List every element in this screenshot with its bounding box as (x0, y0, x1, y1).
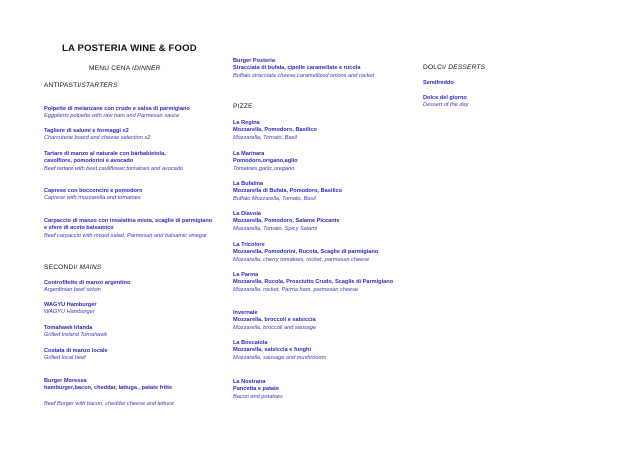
dolci-header-en: DESSERTS (448, 64, 486, 71)
item-name: Carpaccio di manzo con insalatina mista, scaglie di parmigiano e sfere di aceto balsamico (44, 218, 213, 232)
item-name: Tomahawk Irlanda (44, 325, 93, 331)
item-name: La Boscaiola Mozzarella, salsiccia e funghi (233, 340, 312, 354)
menu-item-antipasto (44, 128, 214, 143)
item-name: Invernale Mozzarella, broccoli e salsiccia (233, 310, 316, 324)
item-desc: Dessert of the day (423, 102, 469, 109)
item-desc: Beef tartare with beet,cauliflower,tomatoes and avocado (44, 165, 183, 172)
menu-item-pizza (233, 379, 413, 401)
item-desc: Eggplants polpette with raw ham and Parmesan sauce (44, 113, 180, 120)
item-name: La Diavola Mozzarella, Pomodoro, Salame Piccante (233, 211, 340, 225)
menu-item-antipasto (44, 106, 214, 121)
item-desc: Mozzarella, Tomato, Basil (233, 134, 297, 141)
menu-item-antipasto (44, 218, 216, 240)
item-desc: Mozzarella, broccoli and sausage (233, 324, 317, 331)
item-desc: Beef Burger with bacon, cheddar cheese and lettuce (44, 400, 174, 407)
item-name: Caprese con bocconcini e pomodoro (44, 188, 143, 194)
item-desc: Beef carpaccio with mixed salad, Parmesan and balsamic vinegar (44, 232, 207, 239)
item-name: Semifreddo (423, 80, 454, 86)
menu-item-secondo (44, 378, 219, 408)
item-name: La Parma Mozzarella, Rucola, Prosciutto Crudo, Scaglie di Parmigiano (233, 272, 394, 286)
menu-item-pizza (233, 211, 413, 233)
item-name: Burger Moressa hamburger,bacon, cheddar, lattuga , patate fritte (44, 378, 173, 392)
menu-item-antipasto (44, 188, 214, 203)
menu-item-secondo (44, 280, 214, 295)
menu-item-pizza (233, 310, 413, 332)
item-name: La Nostrana Pancetta e patate (233, 379, 280, 393)
secondi-header-en: MAINS (79, 264, 102, 271)
item-desc: Mozzarella, Tomato, Spicy Salami (233, 225, 318, 232)
item-desc: Mozzarella, rocket, Parma ham, parmesan cheese (233, 286, 358, 293)
item-desc: Grilled local beef (44, 355, 86, 362)
item-name: WAGYU Hamburger (44, 302, 97, 308)
item-name: La Marinara Pomodoro,origano,aglio (233, 151, 298, 165)
item-desc: Tomatoes,garlic,oregano (233, 165, 295, 172)
item-desc: Mozzarella, sausage and mushrooms (233, 354, 326, 361)
menu-item-secondo (44, 348, 214, 363)
antipasti-header-en: STARTERS (81, 82, 118, 89)
secondi-header (44, 264, 101, 271)
antipasti-header-it: ANTIPASTI/ (44, 82, 82, 89)
item-desc: Grilled Ireland Tomahawk (44, 332, 108, 339)
item-name: Tartare di manzo al naturale con barbabietola, cavolfiore, pomodorini e avocado (44, 151, 166, 165)
item-desc: Mozzarella, cherry tomatoes, rocket, parmesan cheese (233, 256, 370, 263)
menu-item-secondo (44, 325, 214, 340)
dolci-header-it: DOLCI/ (423, 64, 449, 71)
antipasti-header (44, 82, 118, 89)
pizze-header: PIZZE (233, 103, 253, 110)
menu-item-pizza (233, 120, 413, 142)
menu-item-pizza (233, 272, 398, 294)
menu-item-pizza (233, 340, 413, 362)
item-name: Polpette di melanzane con crudo e salsa di parmigiano (44, 106, 190, 112)
menu-item-burger-posteria (233, 58, 413, 80)
secondi-header-it: SECONDI/ (44, 264, 80, 271)
item-name: Burger Posteria Stracciata di bufala, cipolle caramellate e rucola (233, 58, 361, 72)
menu-item-pizza (233, 151, 413, 173)
item-desc: Argentinian beef sirloin (44, 287, 101, 294)
dolci-header (423, 64, 485, 71)
menu-item-pizza (233, 181, 413, 203)
item-name: La Regina Mozzarella, Pomodoro, Basilico (233, 120, 317, 134)
item-desc: Caprese with mozzarella and tomatoes (44, 195, 141, 202)
item-name: La Tricolore Mozzarella, Pomodorini, Rucola, Scaglie di parmigiano (233, 242, 379, 256)
item-desc: Bacon and potatoes (233, 393, 283, 400)
item-name: Dolce del giorno (423, 95, 467, 101)
item-name: Tagliere di salumi e formaggi x2 (44, 128, 129, 134)
page-title: LA POSTERIA WINE & FOOD (62, 43, 197, 54)
item-desc: Charcuterie board and cheese selection x2 (44, 135, 151, 142)
menu-item-dolce (423, 95, 543, 110)
item-name: Costata di manzo locale (44, 348, 108, 354)
item-desc: Buffalo Mozzarella, Tomato, Basil (233, 195, 316, 202)
menu-item-secondo (44, 302, 214, 317)
menu-header (89, 65, 161, 72)
menu-item-antipasto (44, 151, 194, 173)
item-desc: WAGYU Hamburger (44, 309, 95, 316)
item-name: La Bufalina Mozzarella di Bufala, Pomodoro, Basilico (233, 181, 343, 195)
menu-header-it: MENU CENA / (89, 65, 135, 72)
menu-item-pizza (233, 242, 413, 264)
item-name: Controfiletto di manzo argentino (44, 280, 131, 286)
menu-header-en: DINNER (134, 65, 161, 72)
item-desc: Buffalo stracciata cheese,caramellized onions and rocket (233, 72, 375, 79)
menu-item-dolce (423, 80, 543, 87)
